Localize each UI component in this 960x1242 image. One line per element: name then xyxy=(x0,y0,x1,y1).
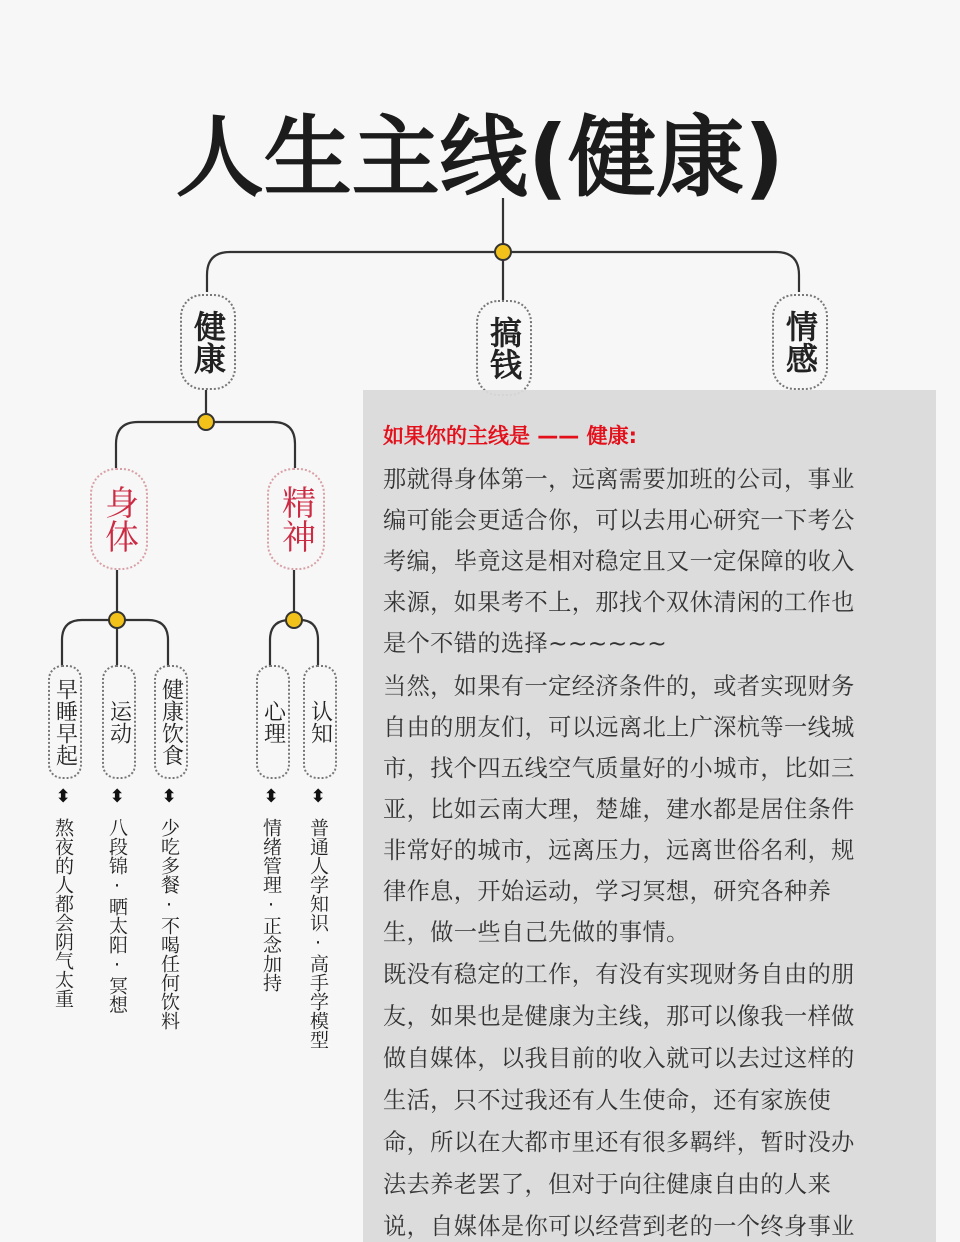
desc-diet: 少吃多餐·不喝任何饮料 xyxy=(158,818,180,1030)
item-exercise-label: 运动 xyxy=(106,700,132,744)
panel-heading: 如果你的主线是 —— 健康: xyxy=(383,424,638,448)
desc-cognition: 普通人学知识·高手学模型 xyxy=(307,818,329,1049)
branch-health xyxy=(180,294,236,390)
body-label: 身体 xyxy=(98,485,139,553)
page-title: 人生主线(健康) xyxy=(175,106,785,209)
branch-health-label: 健康 xyxy=(189,310,227,374)
item-psychology-label: 心理 xyxy=(260,700,286,744)
node-root xyxy=(495,244,511,260)
panel-line: 既没有稳定的工作，有没有实现财务自由的朋 xyxy=(383,961,855,988)
item-early-sleep xyxy=(48,665,82,779)
item-cognition-label: 认知 xyxy=(307,700,333,744)
arrow-icon: ⬍ xyxy=(161,786,177,807)
node-mind xyxy=(286,612,302,628)
desc-psychology: 情绪管理·正念加持 xyxy=(260,818,282,992)
panel-line: 命，所以在大都市里还有很多羁绊，暂时没办 xyxy=(383,1129,855,1156)
panel-line: 非常好的城市，远离压力，远离世俗名利，规 xyxy=(383,837,855,864)
item-psychology xyxy=(256,665,290,779)
panel-line: 编可能会更适合你，可以去用心研究一下考公 xyxy=(383,507,855,534)
panel-line: 亚，比如云南大理，楚雄，建水都是居住条件 xyxy=(383,796,855,823)
panel-line: 生活，只不过我还有人生使命，还有家族使 xyxy=(383,1087,832,1114)
mind-label: 精神 xyxy=(275,485,316,553)
panel-line: 来源，如果考不上，那找个双休清闲的工作也 xyxy=(383,589,855,616)
node-mind-box xyxy=(267,468,325,570)
branch-money-label: 搞钱 xyxy=(485,316,523,380)
arrow-icon: ⬍ xyxy=(109,786,125,807)
panel-line: 是个不错的选择~~~~~~ xyxy=(383,630,668,657)
node-body xyxy=(109,612,125,628)
panel-line: 那就得身体第一，远离需要加班的公司，事业 xyxy=(383,466,855,493)
arrow-icon: ⬍ xyxy=(55,786,71,807)
node-body-box xyxy=(90,468,148,570)
panel-line: 当然，如果有一定经济条件的，或者实现财务 xyxy=(383,673,855,700)
item-diet xyxy=(154,665,188,779)
panel-line: 友，如果也是健康为主线，那可以像我一样做 xyxy=(383,1003,855,1030)
desc-early-sleep: 熬夜的人都会阴气太重 xyxy=(52,818,74,1008)
arrow-icon: ⬍ xyxy=(310,786,326,807)
arrow-icon: ⬍ xyxy=(263,786,279,807)
item-cognition xyxy=(303,665,337,779)
panel-line: 法去养老罢了，但对于向往健康自由的人来 xyxy=(383,1171,832,1198)
branch-emotion xyxy=(772,294,828,390)
panel-line: 做自媒体，以我目前的收入就可以去过这样的 xyxy=(383,1045,855,1072)
desc-exercise: 八段锦·晒太阳·冥想 xyxy=(106,818,128,1014)
panel-line: 说，自媒体是你可以经营到老的一个终身事业 xyxy=(383,1213,855,1240)
branch-emotion-label: 情感 xyxy=(781,310,819,374)
node-health xyxy=(198,414,214,430)
panel-line: 市，找个四五线空气质量好的小城市，比如三 xyxy=(383,755,855,782)
item-diet-label: 健康饮食 xyxy=(158,678,184,766)
panel-line: 生，做一些自己先做的事情。 xyxy=(383,919,690,946)
item-early-sleep-label: 早睡早起 xyxy=(52,678,78,766)
branch-money xyxy=(476,300,532,396)
item-exercise xyxy=(102,665,136,779)
panel-line: 考编，毕竟这是相对稳定且又一定保障的收入 xyxy=(383,548,855,575)
panel-line: 律作息，开始运动，学习冥想，研究各种养 xyxy=(383,878,832,905)
panel-line: 自由的朋友们，可以远离北上广深杭等一线城 xyxy=(383,714,855,741)
